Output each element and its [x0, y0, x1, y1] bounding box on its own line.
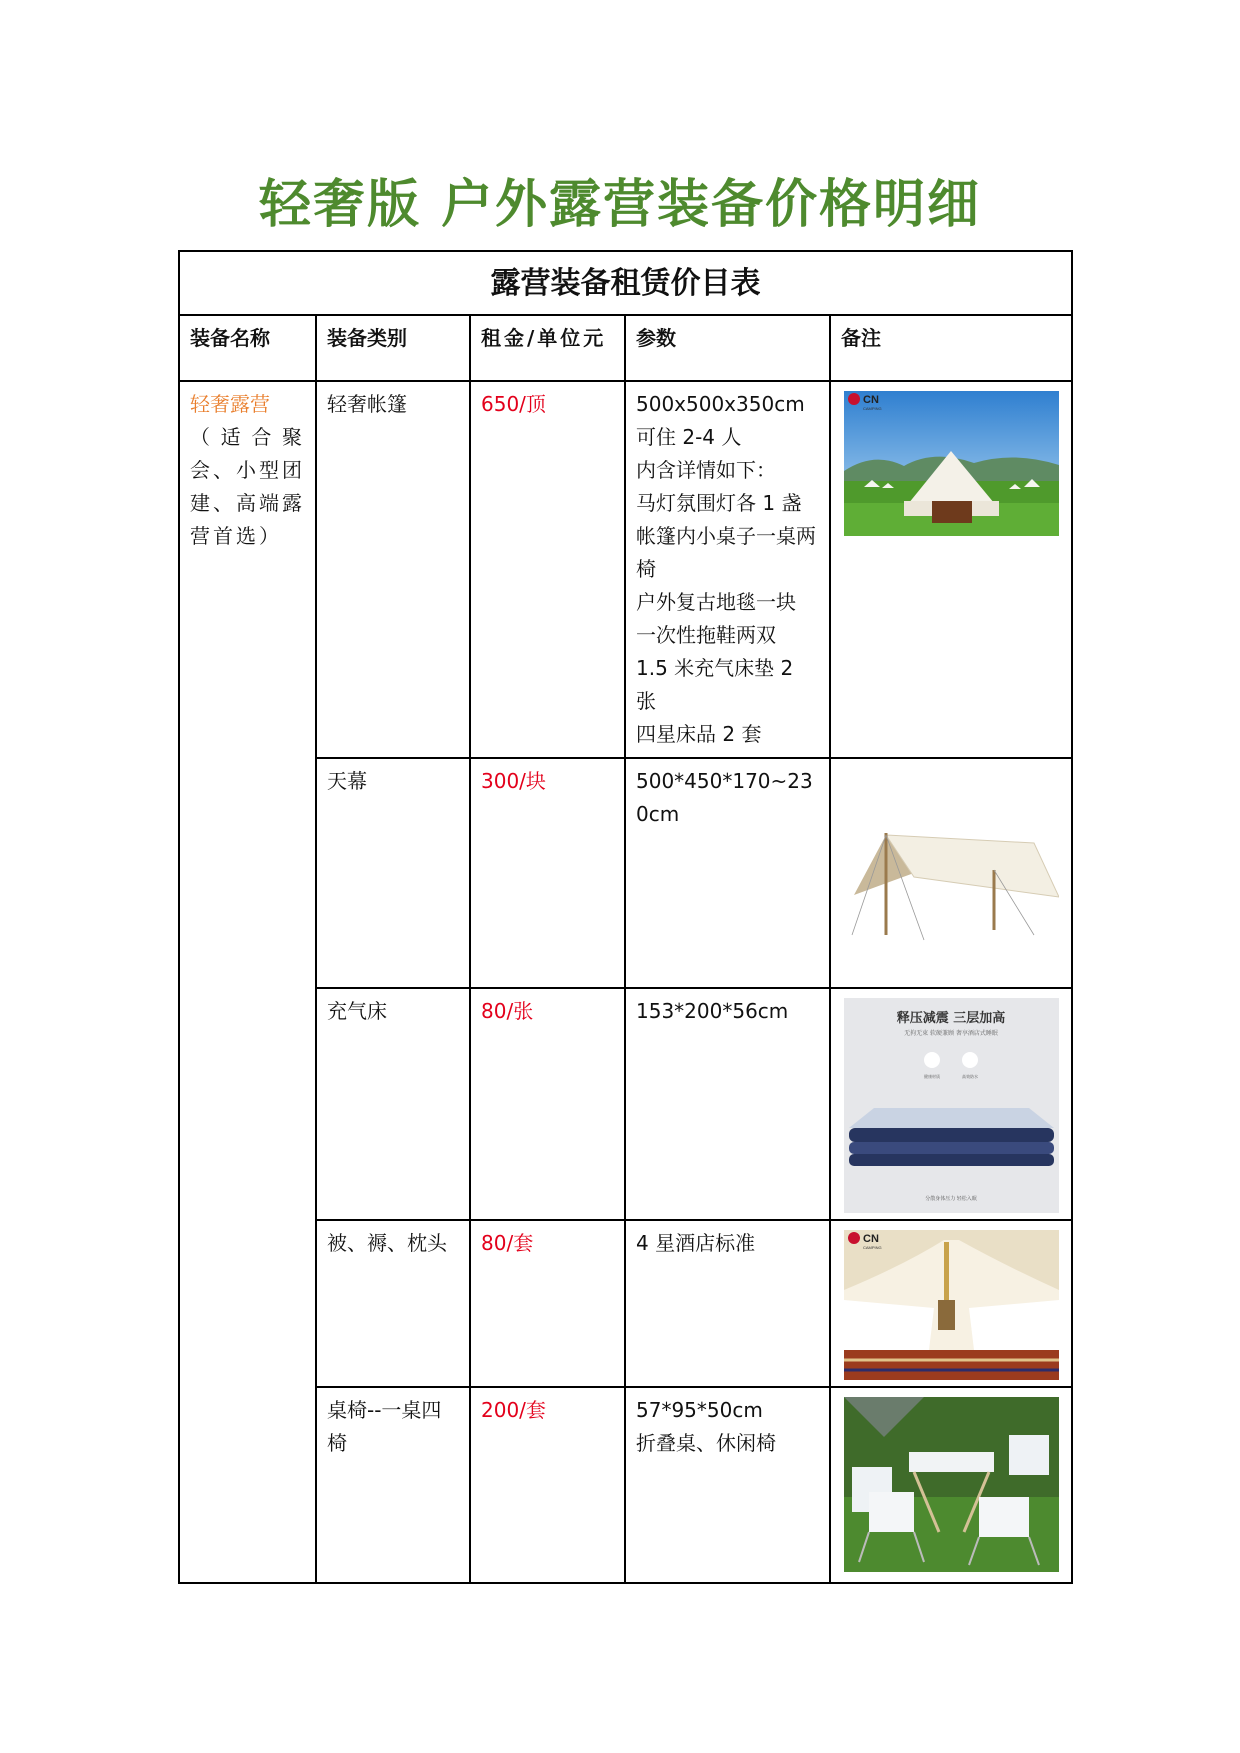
header-name: 装备名称 — [179, 315, 316, 381]
remarks-cell — [830, 381, 1072, 758]
table-chairs-photo-icon — [844, 1397, 1059, 1572]
param-line: 帐篷内小桌子一桌两椅 — [636, 524, 816, 581]
group-note: （适合聚会、小型团建、高端露营首选） — [190, 425, 305, 548]
header-params: 参数 — [625, 315, 830, 381]
group-name: 轻奢露营 — [190, 392, 270, 416]
page-title: 轻奢版 户外露营装备价格明细 — [258, 174, 982, 235]
header-row — [179, 315, 1072, 381]
air-mattress-photo-icon — [844, 998, 1059, 1213]
table-caption: 露营装备租赁价目表 — [179, 251, 1072, 315]
bedding-photo-icon — [844, 1230, 1059, 1380]
logo-text: CN — [863, 394, 879, 406]
category-cell: 天幕 — [316, 758, 470, 988]
param-line: 57*95*50cm — [636, 1398, 763, 1422]
mattress-feature-2: 高效防水 — [962, 1074, 978, 1079]
category-cell: 桌椅--一桌四椅 — [316, 1387, 470, 1583]
price-cell: 300/块 — [470, 758, 625, 988]
mattress-footer: 分散身体压力 轻松入眠 — [925, 1196, 977, 1202]
header-remarks: 备注 — [830, 315, 1072, 381]
remarks-cell — [830, 988, 1072, 1220]
param-line: 户外复古地毯一块 — [636, 590, 796, 614]
table-row — [179, 381, 1072, 758]
param-line: 可住 2-4 人 — [636, 425, 742, 449]
mattress-feature-1: 健康材质 — [924, 1074, 940, 1079]
canopy-photo-icon — [844, 785, 1059, 955]
param-line: 马灯氛围灯各 1 盏 — [636, 491, 802, 515]
params-cell — [625, 758, 830, 988]
mattress-headline: 释压减震 三层加高 — [896, 1011, 1006, 1026]
logo-sub-text: CAMPING — [863, 1245, 882, 1250]
category-cell: 被、褥、枕头 — [316, 1220, 470, 1387]
header-category: 装备类别 — [316, 315, 470, 381]
param-line: 4 星酒店标准 — [636, 1231, 756, 1255]
price-cell: 650/顶 — [470, 381, 625, 758]
params-cell — [625, 1387, 830, 1583]
price-cell: 200/套 — [470, 1387, 625, 1583]
param-line: 153*200*56cm — [636, 999, 789, 1023]
param-line: 一次性拖鞋两双 — [636, 623, 776, 647]
category-cell: 充气床 — [316, 988, 470, 1220]
category-cell: 轻奢帐篷 — [316, 381, 470, 758]
price-table — [178, 250, 1073, 1584]
param-line: 500x500x350cm — [636, 392, 805, 416]
logo-sub-text: CAMPING — [863, 406, 882, 411]
price-cell: 80/张 — [470, 988, 625, 1220]
group-cell — [179, 381, 316, 1583]
param-line: 四星床品 2 套 — [636, 722, 762, 746]
remarks-cell — [830, 1220, 1072, 1387]
param-line: 内含详情如下： — [636, 458, 776, 482]
params-cell — [625, 1220, 830, 1387]
param-line: 折叠桌、休闲椅 — [636, 1431, 776, 1455]
param-line: 500*450*170~230cm — [636, 769, 813, 826]
header-price: 租金/单位元 — [470, 315, 625, 381]
param-line: 1.5 米充气床垫 2 张 — [636, 656, 794, 713]
remarks-cell — [830, 758, 1072, 988]
params-cell — [625, 988, 830, 1220]
price-cell: 80/套 — [470, 1220, 625, 1387]
params-cell — [625, 381, 830, 758]
logo-text: CN — [863, 1233, 879, 1245]
bell-tent-photo-icon — [844, 391, 1059, 536]
mattress-subline: 无拘无束 软硬兼顾 奢享酒店式睡眠 — [904, 1030, 998, 1037]
remarks-cell — [830, 1387, 1072, 1583]
